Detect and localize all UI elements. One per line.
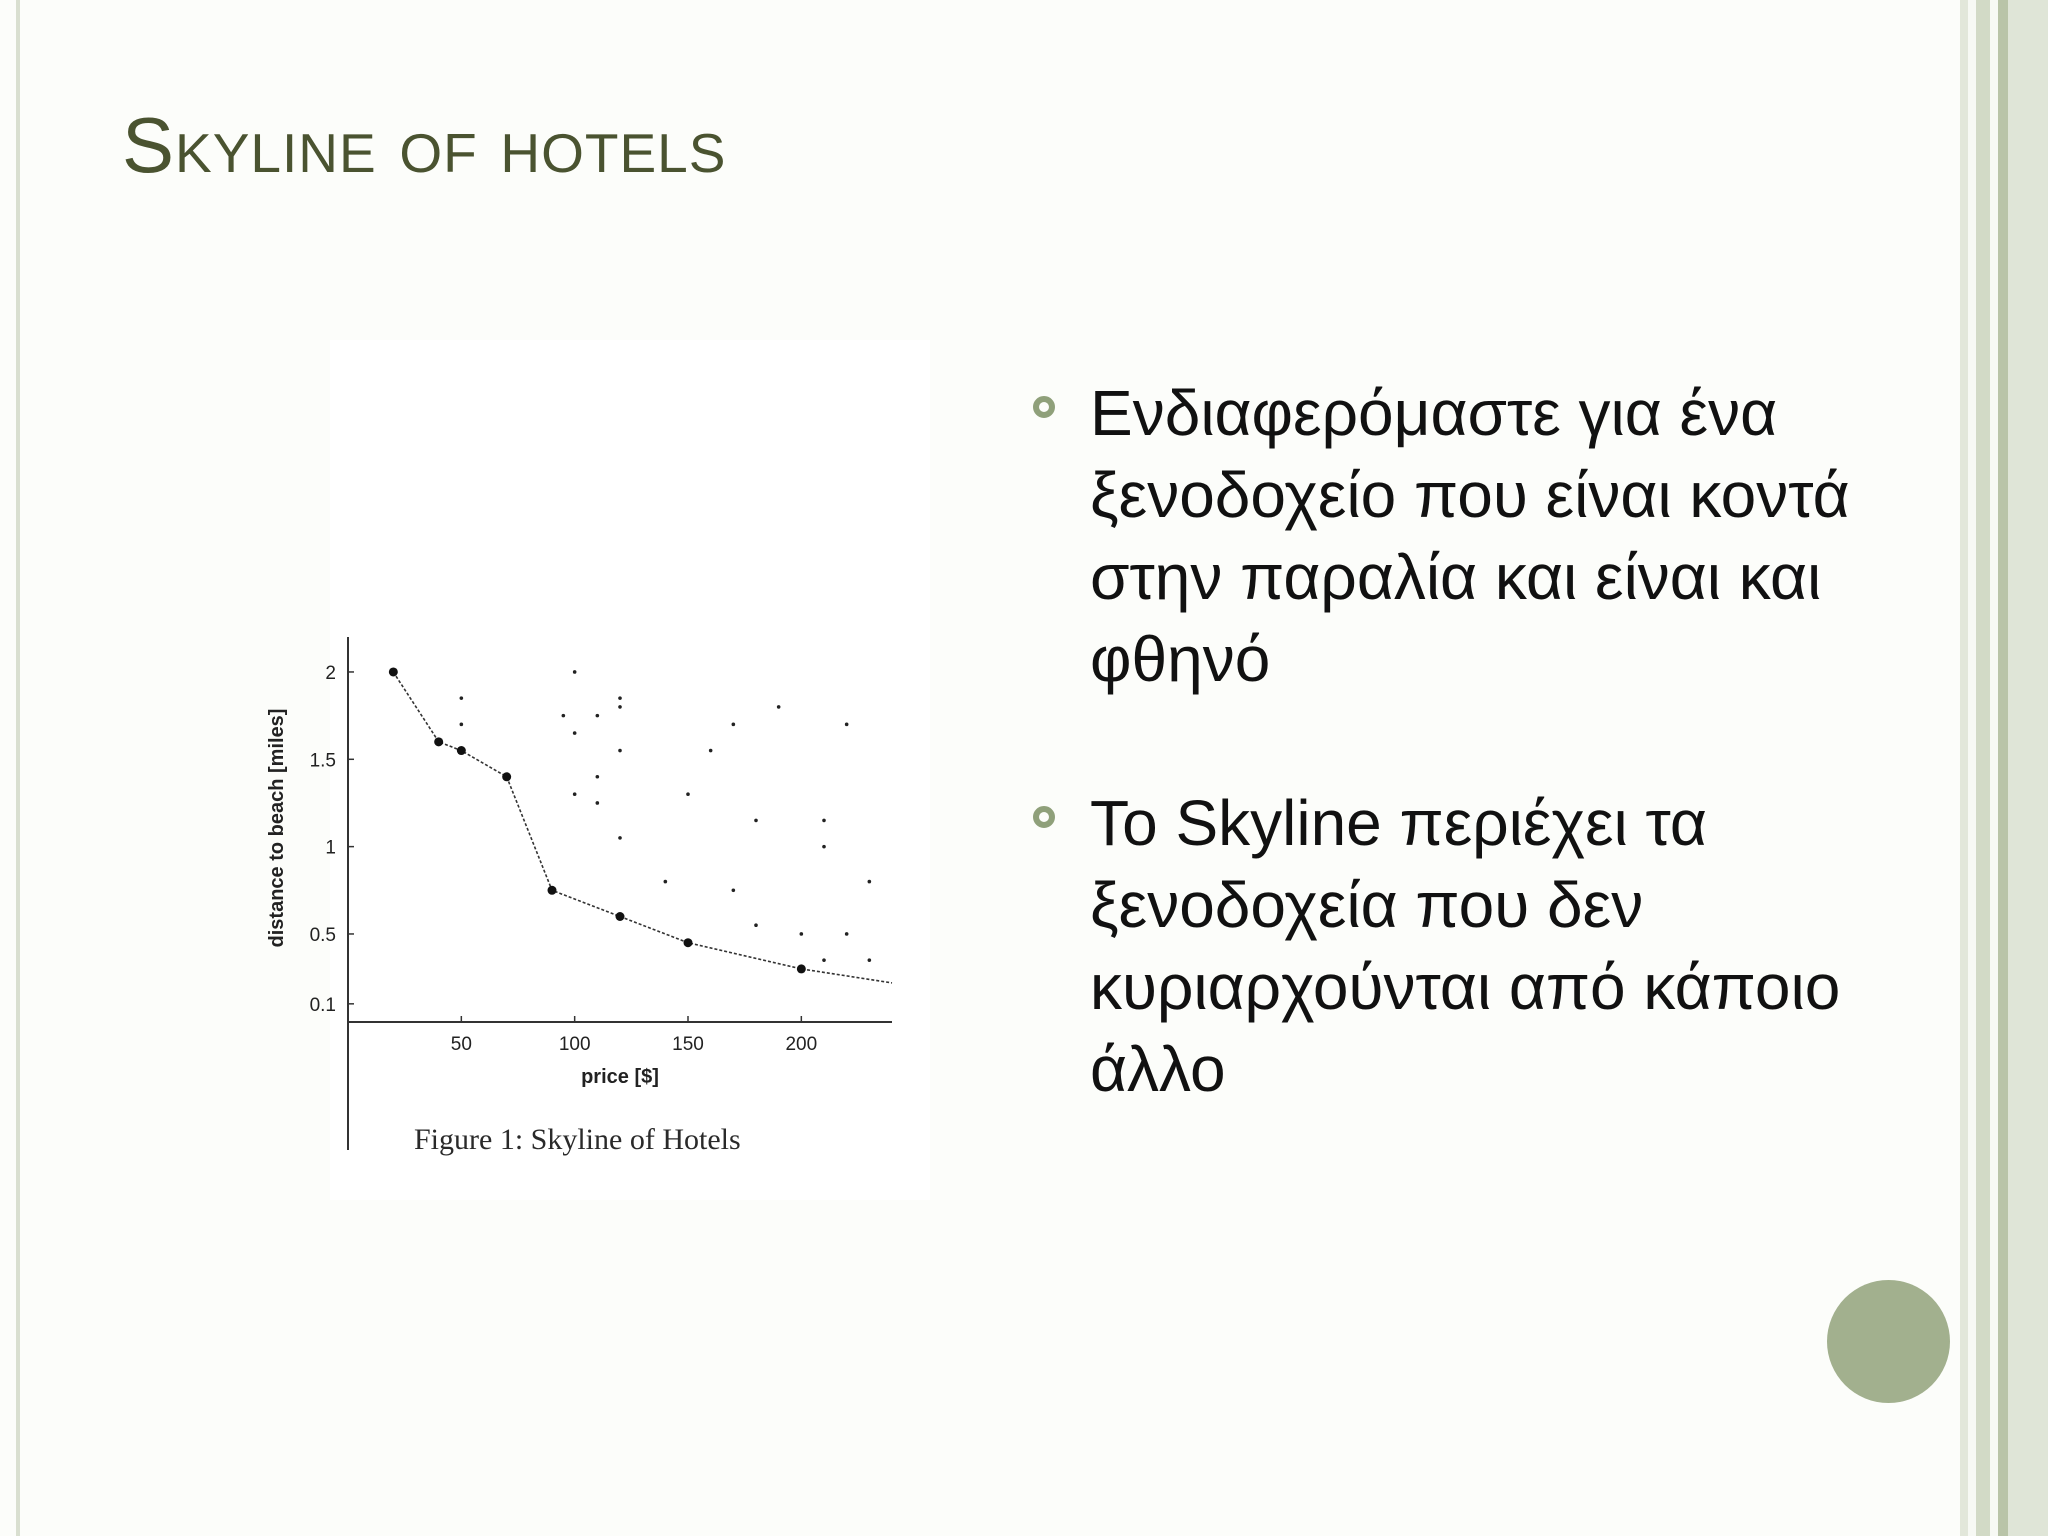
bullet-text: Το Skyline περιέχει τα ξενοδοχεία που δεν κυριαρχούνται από κάποιο άλλο (1090, 787, 1841, 1105)
y-tick-label: 1 (325, 837, 336, 859)
hotel-point (596, 801, 600, 805)
skyline-point (434, 737, 443, 746)
hotel-point (460, 696, 464, 700)
skyline-line (393, 672, 892, 983)
hotel-point (822, 958, 826, 962)
skyline-point (797, 964, 806, 973)
circle-bullet-icon (1033, 396, 1055, 418)
hotel-point (664, 880, 668, 884)
hotel-point (573, 670, 577, 674)
skyline-point (548, 886, 557, 895)
circle-bullet-icon (1033, 806, 1055, 828)
hotel-point (573, 731, 577, 735)
skyline-point (684, 938, 693, 947)
hotel-point (800, 932, 804, 936)
y-tick-label: 0.5 (309, 924, 336, 946)
x-tick-label: 100 (558, 1034, 591, 1055)
slide-title: Skyline of hotels (122, 101, 727, 189)
hotel-point (754, 923, 758, 927)
hotel-point (573, 792, 577, 796)
hotel-point (618, 836, 622, 840)
hotel-point (596, 775, 600, 779)
bullet-item-1 (1030, 372, 1930, 700)
hotel-point (822, 819, 826, 823)
hotel-point (868, 880, 872, 884)
hotel-point (686, 792, 690, 796)
figure-caption: Figure 1: Skyline of Hotels (414, 1123, 741, 1156)
y-tick-label: 2 (325, 662, 336, 684)
bullet-item-2 (1030, 782, 1930, 1110)
hotel-point (822, 845, 826, 849)
hotel-point (777, 705, 781, 709)
x-axis-label: price [$] (581, 1066, 659, 1088)
skyline-point (502, 772, 511, 781)
hotel-point (868, 958, 872, 962)
hotel-point (618, 749, 622, 753)
hotel-point (732, 888, 736, 892)
hotel-point (845, 723, 849, 727)
hotel-point (754, 819, 758, 823)
hotel-point (460, 723, 464, 727)
hotel-point (596, 714, 600, 718)
x-tick-label: 50 (450, 1034, 472, 1055)
hotel-point (618, 696, 622, 700)
bullet-list (1030, 372, 1930, 1110)
hotel-point (618, 705, 622, 709)
hotel-point (709, 749, 713, 753)
y-tick-label: 0.1 (309, 994, 336, 1016)
hotel-point (845, 932, 849, 936)
y-axis-label: distance to beach [miles] (266, 708, 288, 948)
skyline-point (389, 667, 398, 676)
hotel-point (562, 714, 566, 718)
x-tick-label: 200 (785, 1034, 818, 1055)
skyline-point (457, 746, 466, 755)
bullet-text: Ενδιαφερόμαστε για ένα ξενοδοχείο που είναι κοντά στην παραλία και είναι και φθηνό (1090, 377, 1850, 695)
skyline-point (616, 912, 625, 921)
decorative-circle (1827, 1280, 1950, 1403)
y-tick-label: 1.5 (309, 750, 336, 772)
hotel-point (732, 723, 736, 727)
x-tick-label: 150 (672, 1034, 704, 1055)
